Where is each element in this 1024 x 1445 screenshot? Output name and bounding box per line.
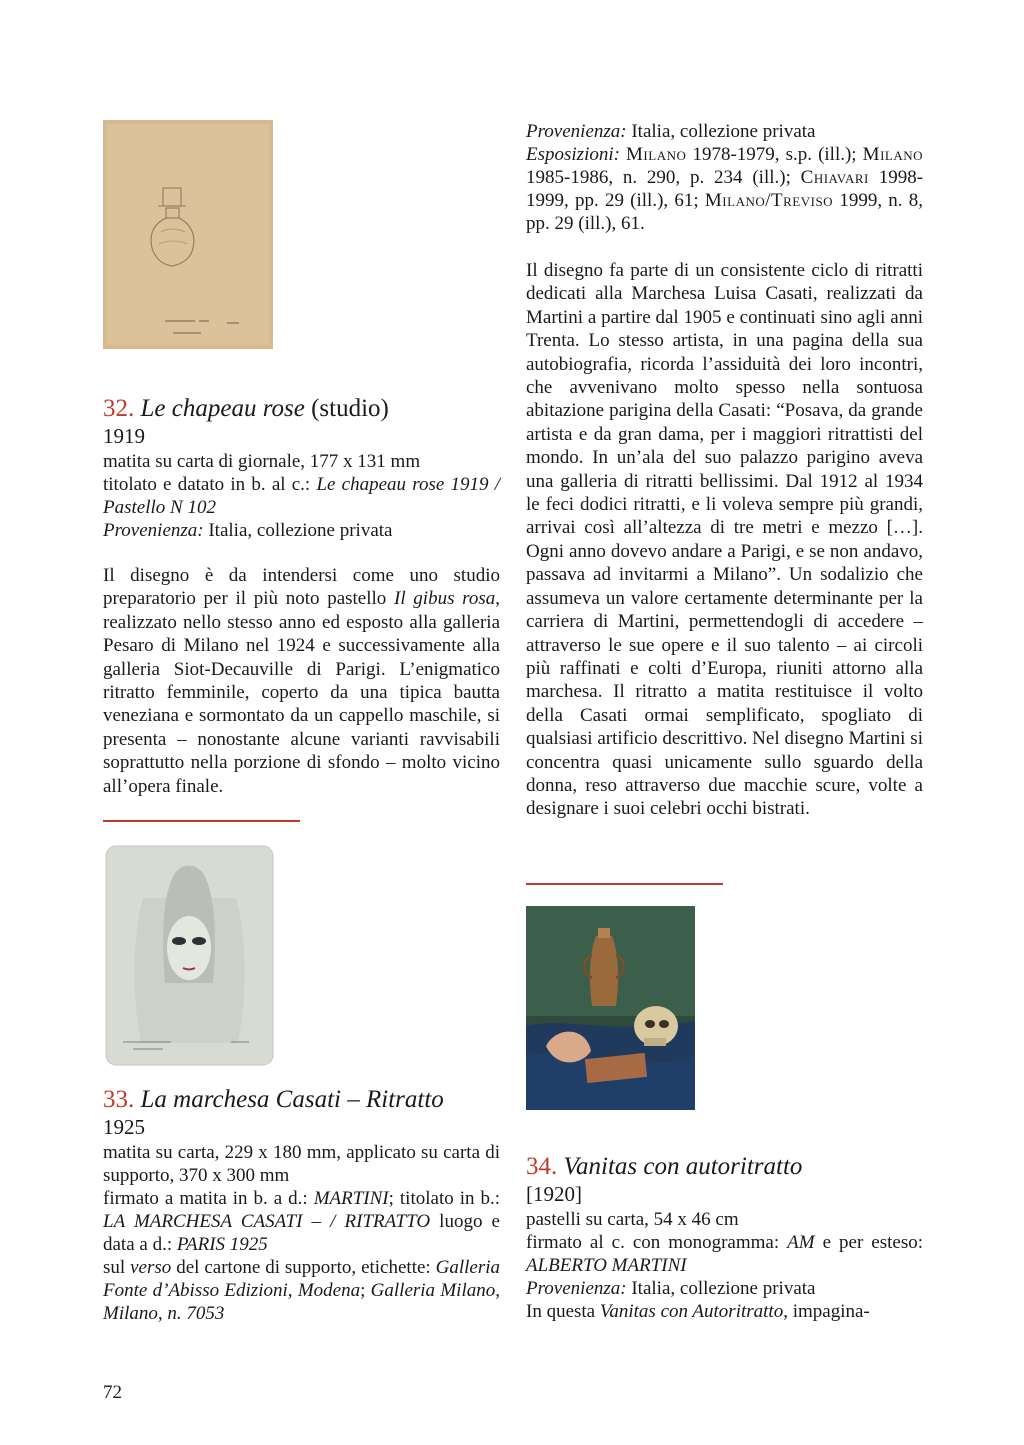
exhibition-city: Milano: [862, 144, 924, 165]
exhibition-detail: 1999, n. 8, pp. 29 (ill.), 61.: [526, 190, 924, 234]
entry-33-number: 33.: [103, 1086, 135, 1113]
entry-34-sig-text-b: e per esteso:: [822, 1232, 924, 1253]
entry-33-sig-italic-a: MARTINI: [313, 1188, 389, 1209]
entry-33-verso-italic: verso: [130, 1257, 172, 1278]
entry-33-sig-text-c: luogo e data a d.:: [103, 1211, 500, 1255]
entry-32-signature-text: titolato e datato in b. al c.:: [103, 474, 311, 495]
entry-34-intro-text-a: In questa: [526, 1301, 596, 1322]
entry-31-provenance: [526, 120, 923, 143]
exhibition-city: Milano/Treviso: [704, 190, 834, 211]
entry-33-heading: [103, 1085, 500, 1115]
artwork-34-image: [526, 906, 695, 1110]
entry-32-description-text-b: , realizzato nello stesso anno ed esposto alla galleria Pesaro di Milano nel 1924 e successivamente alla galleria Siot-Decauville di Parigi. L’enigmatico ritratto femminile, coperto da una tipica bautta veneziana e sormontato da un cappello maschile, si presenta – nonostante alcune varianti ravvisabili soprattutto nella porzione di sfondo – molto vicino all’opera finale.: [103, 588, 501, 797]
entry-34-signature: [526, 1231, 923, 1277]
entry-33-sig-italic-b: LA MARCHESA CASATI – / RITRATTO: [103, 1211, 431, 1232]
entry-32-signature: [103, 473, 500, 519]
entry-33-verso-text-a: sul: [103, 1257, 126, 1278]
entry-34-provenance: [526, 1277, 923, 1300]
entry-31-provenance-label: Provenienza:: [526, 121, 627, 142]
entry-33-verso-text-b: del cartone di supporto, etichette:: [176, 1257, 431, 1278]
entry-34-provenance-label: Provenienza:: [526, 1278, 627, 1299]
entry-33-sig-text-b: ; titolato in b.:: [388, 1188, 500, 1209]
divider-rule-right: [526, 883, 723, 885]
entry-33-medium: matita su carta, 229 x 180 mm, applicato su carta di supporto, 370 x 300 mm: [103, 1142, 500, 1186]
entry-34-heading: [526, 1152, 923, 1182]
artwork-32-image: [103, 120, 273, 349]
entry-34-year: [1920]: [526, 1182, 582, 1206]
divider-rule-left: [103, 820, 300, 822]
entry-32-number: 32.: [103, 395, 135, 422]
entry-32-description-italic: Il gibus rosa: [394, 588, 496, 610]
entry-32-year: 1919: [103, 424, 145, 448]
entry-32-provenance-label: Provenienza:: [103, 520, 204, 541]
entry-33-signature: [103, 1187, 500, 1256]
exhibition-detail: 1978-1979, s.p. (ill.);: [692, 144, 857, 165]
entry-33-label-1: Galleria Fonte d’Abisso Edizioni, Modena: [103, 1257, 501, 1301]
catalog-entry-31-continued: [526, 120, 923, 821]
entry-33-label-2: Galleria Milano, Milano, n. 7053: [103, 1280, 500, 1324]
entry-34-sig-italic-a: AM: [787, 1232, 815, 1253]
entry-34-medium: pastelli su carta, 54 x 46 cm: [526, 1209, 739, 1230]
entry-32-provenance: [103, 519, 500, 542]
artwork-33-image: [103, 843, 276, 1068]
entry-31-exhibitions: [526, 143, 923, 235]
entry-31-provenance-value: Italia, collezione privata: [631, 121, 816, 142]
entry-34-intro-text-b: , impagina-: [783, 1301, 870, 1322]
exhibition-city: Milano: [626, 144, 687, 165]
entry-34-intro: [526, 1300, 923, 1323]
entry-32-medium: matita su carta di giornale, 177 x 131 mm: [103, 451, 421, 472]
exhibition-city: Chiavari: [800, 167, 869, 188]
entry-32-title-suffix: (studio): [311, 395, 389, 422]
entry-34-sig-text-a: firmato al c. con monogramma:: [526, 1232, 780, 1253]
exhibition-detail: 1985-1986, n. 290, p. 234 (ill.);: [526, 167, 791, 188]
entry-32-description-text-a: Il disegno è da intendersi come uno studio preparatorio per il più noto pastello: [103, 565, 500, 610]
entry-33-verso: [103, 1256, 500, 1325]
entry-32-heading: [103, 394, 500, 424]
entry-34-provenance-value: Italia, collezione privata: [631, 1278, 816, 1299]
entry-33-year: 1925: [103, 1115, 145, 1139]
entry-33-sig-italic-c: PARIS 1925: [176, 1234, 268, 1255]
page-number: 72: [103, 1382, 122, 1403]
entry-33-title: La marchesa Casati – Ritratto: [140, 1086, 444, 1113]
catalog-entry-34: [526, 1152, 923, 1323]
entry-34-number: 34.: [526, 1153, 558, 1180]
entry-33-sig-text-a: firmato a matita in b. a d.:: [103, 1188, 308, 1209]
entry-32-provenance-value: Italia, collezione privata: [208, 520, 393, 541]
entry-31-description: Il disegno fa parte di un consistente ciclo di ritratti dedicati alla Marchesa Luisa Casati, realizzati da Martini a partire dal 1905 e continuati sino agli anni Trenta. Lo stesso artista, in una pagina della sua autobiografia, ricorda l’assiduità dei loro incontri, che avvenivano molto spesso nella sontuosa abitazione parigina della Casati: “Posava, da grande artista e da gran dama, per i maggiori ritrattisti del mondo. In un’ala del suo palazzo parigino aveva una galleria di ritratti bellissimi. Dal 1912 al 1934 le feci dodici ritratti, e li voleva sempre più grandi, arrivai così all’altezza di tre metri e mezzo […]. Ogni anno dovevo andare a Parigi, e se non andavo, passava ad invitarmi a Milano”. Un sodalizio che assumeva un valore certamente determinante per la carriera di Martini, permettendogli di accedere – attraverso le sue opere e il suo talento – ai circoli più raffinati e colti d’Europa, riuniti attorno alla marchesa. Il ritratto a matita restituisce il volto della Casati ormai semplificato, spogliato di qualsiasi artificio descrittivo. Nel disegno Martini si concentra quasi unicamente sullo sguardo della donna, reso attraverso due macchie scure, volte a designare i suoi celebri occhi bistrati.: [526, 260, 923, 820]
entry-31-exhibitions-label: Esposizioni:: [526, 144, 620, 165]
entry-34-sig-italic-b: ALBERTO MARTINI: [526, 1255, 687, 1276]
entry-34-intro-italic: Vanitas con Autoritratto: [599, 1301, 784, 1322]
exhibition-detail: 1998-1999, pp. 29 (ill.), 61;: [526, 167, 924, 211]
catalog-entry-33: [103, 1085, 500, 1325]
entry-32-description: [103, 564, 500, 798]
entry-34-title: Vanitas con autoritratto: [563, 1153, 803, 1180]
entry-32-signature-italic: Le chapeau rose 1919 / Pastello N 102: [103, 474, 501, 518]
entry-33-label-separator: ;: [360, 1280, 366, 1301]
entry-32-title: Le chapeau rose: [140, 395, 305, 422]
catalog-entry-32: [103, 394, 500, 798]
